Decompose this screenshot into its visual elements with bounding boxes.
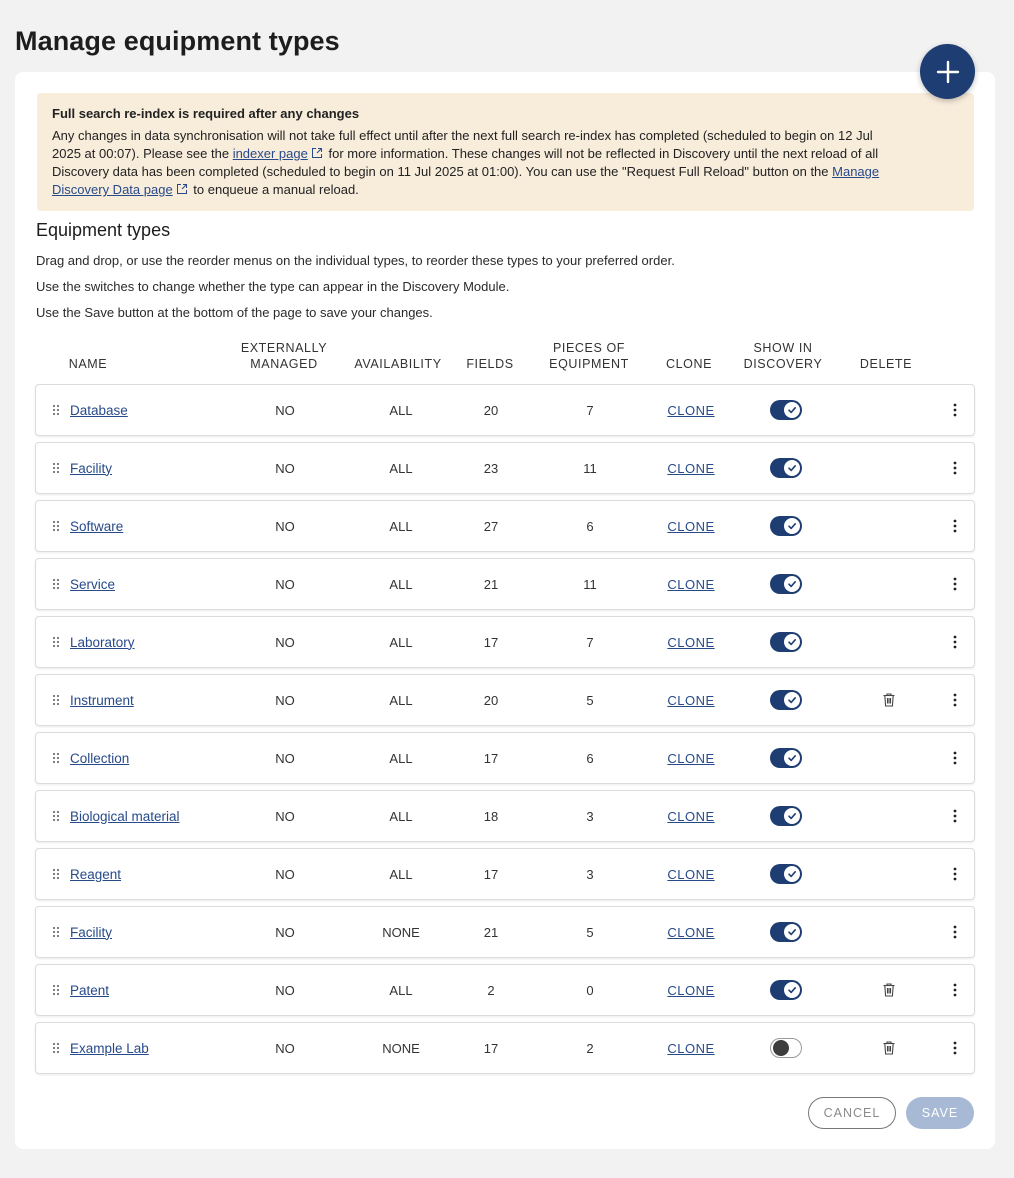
show-cell (736, 907, 836, 957)
check-icon (787, 869, 797, 879)
drag-handle-icon[interactable] (49, 849, 63, 899)
name-cell (70, 675, 134, 725)
equipment-type-name-link[interactable]: Reagent (70, 866, 122, 882)
header-availability: AVAILABILITY (354, 357, 442, 371)
instruction-text: Use the Save button at the bottom of the page to save your changes. (36, 305, 433, 320)
delete-cell (839, 733, 939, 783)
pieces-count: 11 (583, 460, 597, 476)
header-pieces-of-equipment: PIECES OF EQUIPMENT (549, 341, 629, 371)
fields-count: 17 (483, 1040, 499, 1056)
clone-link[interactable]: CLONE (667, 1040, 715, 1056)
show-in-discovery-toggle[interactable] (770, 516, 802, 536)
trash-icon (881, 982, 897, 998)
equipment-type-name-link[interactable]: Database (70, 402, 128, 418)
show-in-discovery-toggle[interactable] (770, 922, 802, 942)
notice-line1: Any changes in data synchronisation will not take full effect until after the next full search re-index has completed (scheduled to begin on 12 Jul (52, 128, 873, 143)
check-icon (787, 811, 797, 821)
fields-count: 18 (483, 808, 499, 824)
show-cell (736, 501, 836, 551)
delete-cell (839, 443, 939, 493)
equipment-type-name-link[interactable]: Laboratory (70, 634, 135, 650)
delete-cell (839, 501, 939, 551)
more-vertical-icon[interactable] (953, 461, 957, 475)
pieces-count: 2 (586, 1040, 594, 1056)
clone-cell (641, 443, 741, 493)
header-show-in-discovery: SHOW IN DISCOVERY (743, 341, 823, 371)
more-vertical-icon[interactable] (953, 925, 957, 939)
show-cell (736, 617, 836, 667)
notice-text: 2025 at 00:07). Please see the (52, 146, 233, 161)
name-cell (70, 1023, 149, 1073)
menu-cell (941, 675, 969, 725)
clone-cell (641, 559, 741, 609)
clone-cell (641, 385, 741, 435)
name-cell (70, 501, 123, 551)
check-icon (787, 579, 797, 589)
availability-value: ALL (389, 634, 413, 650)
clone-link[interactable]: CLONE (667, 750, 715, 766)
equipment-type-name-link[interactable]: Facility (70, 924, 113, 940)
show-cell (736, 849, 836, 899)
menu-cell (941, 791, 969, 841)
menu-cell (941, 965, 969, 1015)
menu-cell (941, 907, 969, 957)
clone-link[interactable]: CLONE (667, 808, 715, 824)
more-vertical-icon[interactable] (953, 983, 957, 997)
name-cell (70, 965, 109, 1015)
delete-cell (839, 965, 939, 1015)
clone-link[interactable]: CLONE (667, 866, 715, 882)
table-row[interactable] (35, 616, 975, 668)
externally-managed-value: NO (275, 750, 295, 766)
add-equipment-type-button[interactable] (920, 44, 975, 99)
show-in-discovery-toggle[interactable] (770, 748, 802, 768)
equipment-type-name-link[interactable]: Collection (70, 750, 130, 766)
fields-count: 27 (483, 518, 499, 534)
equipment-type-name-link[interactable]: Patent (70, 982, 110, 998)
delete-cell (839, 849, 939, 899)
clone-cell (641, 849, 741, 899)
pieces-count: 5 (586, 924, 594, 940)
show-cell (736, 385, 836, 435)
section-title: Equipment types (36, 220, 171, 240)
name-cell (70, 617, 135, 667)
menu-cell (941, 559, 969, 609)
more-vertical-icon[interactable] (953, 751, 957, 765)
table-row[interactable] (35, 790, 975, 842)
clone-cell (641, 965, 741, 1015)
table-row[interactable] (35, 442, 975, 494)
more-vertical-icon[interactable] (953, 1041, 957, 1055)
availability-value: ALL (389, 576, 413, 592)
notice-text: Discovery data has been completed (scheduled to begin on 11 Jul 2025 at 01:00). You can use the "Request Full Reload" button on the (52, 164, 833, 179)
drag-handle-icon[interactable] (49, 559, 63, 609)
more-vertical-icon[interactable] (953, 809, 957, 823)
clone-cell (641, 675, 741, 725)
trash-icon (881, 692, 897, 708)
drag-handle-icon[interactable] (49, 385, 63, 435)
check-icon (787, 463, 797, 473)
pieces-count: 11 (583, 576, 597, 592)
clone-link[interactable]: CLONE (667, 518, 715, 534)
instruction-text: Use the switches to change whether the type can appear in the Discovery Module. (36, 279, 510, 294)
delete-button[interactable] (881, 692, 897, 708)
clone-link[interactable]: CLONE (667, 402, 715, 418)
pieces-count: 5 (586, 692, 594, 708)
cancel-button[interactable]: CANCEL (808, 1097, 896, 1129)
check-icon (787, 637, 797, 647)
show-in-discovery-toggle[interactable] (770, 632, 802, 652)
trash-icon (881, 1040, 897, 1056)
header-fields: FIELDS (466, 357, 514, 371)
show-in-discovery-toggle[interactable] (770, 574, 802, 594)
header-delete: DELETE (859, 357, 913, 371)
table-row[interactable] (35, 558, 975, 610)
more-vertical-icon[interactable] (953, 635, 957, 649)
check-icon (787, 405, 797, 415)
clone-cell (641, 791, 741, 841)
availability-value: ALL (389, 750, 413, 766)
check-icon (787, 753, 797, 763)
table-row[interactable] (35, 848, 975, 900)
check-icon (787, 985, 797, 995)
header-clone: CLONE (665, 357, 713, 371)
clone-cell (641, 501, 741, 551)
equipment-type-name-link[interactable]: Example Lab (70, 1040, 149, 1056)
availability-value: NONE (382, 1040, 420, 1056)
clone-link[interactable]: CLONE (667, 634, 715, 650)
table-row[interactable] (35, 500, 975, 552)
equipment-type-name-link[interactable]: Biological material (70, 808, 180, 824)
more-vertical-icon[interactable] (953, 693, 957, 707)
externally-managed-value: NO (275, 866, 295, 882)
fields-count: 17 (483, 634, 499, 650)
instruction-text: Drag and drop, or use the reorder menus on the individual types, to reorder these types to your preferred order. (36, 253, 675, 268)
menu-cell (941, 443, 969, 493)
save-button[interactable]: SAVE (906, 1097, 974, 1129)
fields-count: 20 (483, 402, 499, 418)
availability-value: ALL (389, 692, 413, 708)
delete-cell (839, 791, 939, 841)
availability-value: ALL (389, 982, 413, 998)
availability-value: NONE (382, 924, 420, 940)
equipment-type-name-link[interactable]: Facility (70, 460, 113, 476)
pieces-count: 0 (586, 982, 594, 998)
table-header (15, 340, 995, 376)
show-cell (736, 443, 836, 493)
indexer-page-link[interactable]: indexer page (232, 146, 308, 161)
menu-cell (941, 385, 969, 435)
clone-link[interactable]: CLONE (667, 460, 715, 476)
availability-value: ALL (389, 808, 413, 824)
equipment-type-name-link[interactable]: Instrument (70, 692, 134, 708)
fields-count: 17 (483, 866, 499, 882)
table-row[interactable] (35, 674, 975, 726)
header-externally-managed: EXTERNALLY MANAGED (240, 341, 328, 371)
menu-cell (941, 617, 969, 667)
menu-cell (941, 501, 969, 551)
more-vertical-icon[interactable] (953, 403, 957, 417)
externally-managed-value: NO (275, 634, 295, 650)
fields-count: 2 (487, 982, 495, 998)
reindex-notice (37, 93, 974, 211)
externally-managed-value: NO (275, 518, 295, 534)
content-card (15, 72, 995, 1149)
show-in-discovery-toggle[interactable] (770, 458, 802, 478)
drag-handle-icon[interactable] (49, 965, 63, 1015)
availability-value: ALL (389, 866, 413, 882)
menu-cell (941, 849, 969, 899)
show-cell (736, 675, 836, 725)
show-in-discovery-toggle[interactable] (770, 400, 802, 420)
external-link-icon (311, 147, 323, 159)
externally-managed-value: NO (275, 982, 295, 998)
clone-cell (641, 617, 741, 667)
name-cell (70, 791, 180, 841)
pieces-count: 7 (586, 634, 594, 650)
clone-link[interactable]: CLONE (667, 692, 715, 708)
pieces-count: 7 (586, 402, 594, 418)
table-row[interactable] (35, 906, 975, 958)
notice-body (52, 127, 958, 199)
fields-count: 17 (483, 750, 499, 766)
delete-cell (839, 675, 939, 725)
externally-managed-value: NO (275, 576, 295, 592)
more-vertical-icon[interactable] (953, 519, 957, 533)
name-cell (70, 733, 129, 783)
show-in-discovery-toggle[interactable] (770, 690, 802, 710)
fields-count: 21 (483, 924, 499, 940)
delete-cell (839, 559, 939, 609)
name-cell (70, 559, 115, 609)
clone-cell (641, 1023, 741, 1073)
more-vertical-icon[interactable] (953, 577, 957, 591)
drag-handle-icon[interactable] (49, 1023, 63, 1073)
pieces-count: 6 (586, 750, 594, 766)
name-cell (70, 443, 112, 493)
drag-handle-icon[interactable] (49, 675, 63, 725)
name-cell (70, 849, 121, 899)
check-icon (787, 927, 797, 937)
externally-managed-value: NO (275, 402, 295, 418)
clone-cell (641, 733, 741, 783)
notice-text: to enqueue a manual reload. (189, 182, 359, 197)
header-name: NAME (68, 357, 108, 371)
show-cell (736, 559, 836, 609)
drag-handle-icon[interactable] (49, 617, 63, 667)
manage-discovery-link-part2[interactable]: Discovery Data page (52, 182, 173, 197)
delete-cell (839, 907, 939, 957)
manage-discovery-link-part1[interactable]: Manage (832, 164, 880, 179)
check-icon (787, 695, 797, 705)
pieces-count: 3 (586, 866, 594, 882)
availability-value: ALL (389, 402, 413, 418)
menu-cell (941, 1023, 969, 1073)
fields-count: 21 (483, 576, 499, 592)
fields-count: 20 (483, 692, 499, 708)
show-cell (736, 965, 836, 1015)
show-cell (736, 791, 836, 841)
table-row[interactable] (35, 964, 975, 1016)
check-icon (787, 521, 797, 531)
equipment-type-name-link[interactable]: Service (70, 576, 116, 592)
externally-managed-value: NO (275, 692, 295, 708)
externally-managed-value: NO (275, 924, 295, 940)
pieces-count: 6 (586, 518, 594, 534)
availability-value: ALL (389, 460, 413, 476)
plus-icon (935, 59, 961, 85)
drag-handle-icon[interactable] (49, 907, 63, 957)
drag-handle-icon[interactable] (49, 443, 63, 493)
page-title: Manage equipment types (15, 26, 340, 56)
clone-cell (641, 907, 741, 957)
delete-cell (839, 1023, 939, 1073)
equipment-type-name-link[interactable]: Software (70, 518, 124, 534)
delete-cell (839, 617, 939, 667)
drag-handle-icon[interactable] (49, 733, 63, 783)
notice-title: Full search re-index is required after any changes (52, 106, 360, 121)
delete-cell (839, 385, 939, 435)
name-cell (70, 907, 112, 957)
name-cell (70, 385, 128, 435)
delete-button[interactable] (881, 982, 897, 998)
externally-managed-value: NO (275, 808, 295, 824)
externally-managed-value: NO (275, 460, 295, 476)
clone-link[interactable]: CLONE (667, 924, 715, 940)
show-in-discovery-toggle[interactable] (770, 806, 802, 826)
notice-text: for more information. These changes will not be reflected in Discovery until the next reload of all (324, 146, 879, 161)
drag-handle-icon[interactable] (49, 501, 63, 551)
menu-cell (941, 733, 969, 783)
delete-button[interactable] (881, 1040, 897, 1056)
show-in-discovery-toggle[interactable] (770, 980, 802, 1000)
show-cell (736, 733, 836, 783)
table-row[interactable] (35, 1022, 975, 1074)
pieces-count: 3 (586, 808, 594, 824)
show-cell (736, 1023, 836, 1073)
availability-value: ALL (389, 518, 413, 534)
external-link-icon (176, 183, 188, 195)
table-row[interactable] (35, 732, 975, 784)
fields-count: 23 (483, 460, 499, 476)
clone-link[interactable]: CLONE (667, 576, 715, 592)
show-in-discovery-toggle[interactable] (770, 1038, 802, 1058)
externally-managed-value: NO (275, 1040, 295, 1056)
show-in-discovery-toggle[interactable] (770, 864, 802, 884)
table-row[interactable] (35, 384, 975, 436)
more-vertical-icon[interactable] (953, 867, 957, 881)
drag-handle-icon[interactable] (49, 791, 63, 841)
clone-link[interactable]: CLONE (667, 982, 715, 998)
